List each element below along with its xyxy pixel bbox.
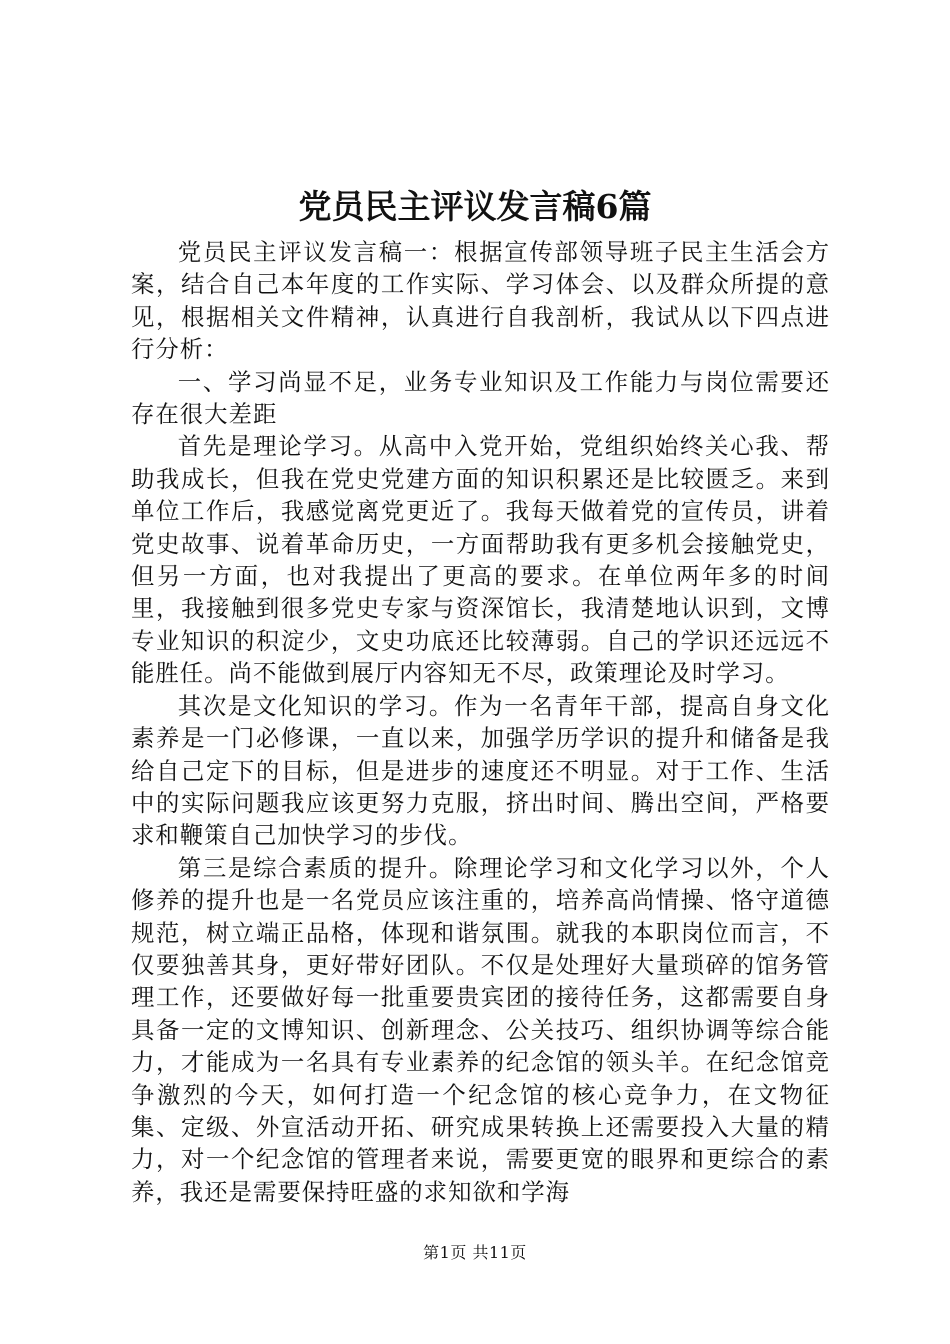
document-body	[131, 236, 830, 1208]
paragraph-culture-study: 其次是文化知识的学习。作为一名青年干部，提高自身文化素养是一门必修课，一直以来，加强学历学识的提升和储备是我给自己定下的目标，但是进步的速度还不明显。对于工作、生活中的实际问题我应该更努力克服，挤出时间、腾出空间，严格要求和鞭策自己加快学习的步伐。	[131, 691, 830, 850]
paragraph-theory-study: 首先是理论学习。从高中入党开始，党组织始终关心我、帮助我成长，但我在党史党建方面的知识积累还是比较匮乏。来到单位工作后，我感觉离党更近了。我每天做着党的宣传员，讲着党史故事、说着革命历史，一方面帮助我有更多机会接触党史，但另一方面，也对我提出了更高的要求。在单位两年多的时间里，我接触到很多党史专家与资深馆长，我清楚地认识到，文博专业知识的积淀少，文史功底还比较薄弱。自己的学识还远远不能胜任。尚不能做到展厅内容知无不尽，政策理论及时学习。	[131, 432, 830, 688]
paragraph-quality-improvement: 第三是综合素质的提升。除理论学习和文化学习以外，个人修养的提升也是一名党员应该注重的，培养高尚情操、恪守道德规范，树立端正品格，体现和谐氛围。就我的本职岗位而言，不仅要独善其身，更好带好团队。不仅是处理好大量琐碎的馆务管理工作，还要做好每一批重要贵宾团的接待任务，这都需要自身具备一定的文博知识、创新理念、公关技巧、组织协调等综合能力，才能成为一名具有专业素养的纪念馆的领头羊。在纪念馆竞争激烈的今天，如何打造一个纪念馆的核心竞争力，在文物征集、定级、外宣活动开拓、研究成果转换上还需要投入大量的精力，对一个纪念馆的管理者来说，需要更宽的眼界和更综合的素养，我还是需要保持旺盛的求知欲和学海	[131, 853, 830, 1206]
paragraph-section-heading: 一、学习尚显不足，业务专业知识及工作能力与岗位需要还存在很大差距	[131, 367, 830, 429]
document-title: 党员民主评议发言稿6篇	[298, 187, 652, 226]
page-number-footer: 第1页 共11页	[423, 1243, 527, 1262]
paragraph-intro: 党员民主评议发言稿一：根据宣传部领导班子民主生活会方案，结合自己本年度的工作实际、学习体会、以及群众所提的意见，根据相关文件精神，认真进行自我剖析，我试从以下四点进行分析：	[131, 238, 830, 364]
